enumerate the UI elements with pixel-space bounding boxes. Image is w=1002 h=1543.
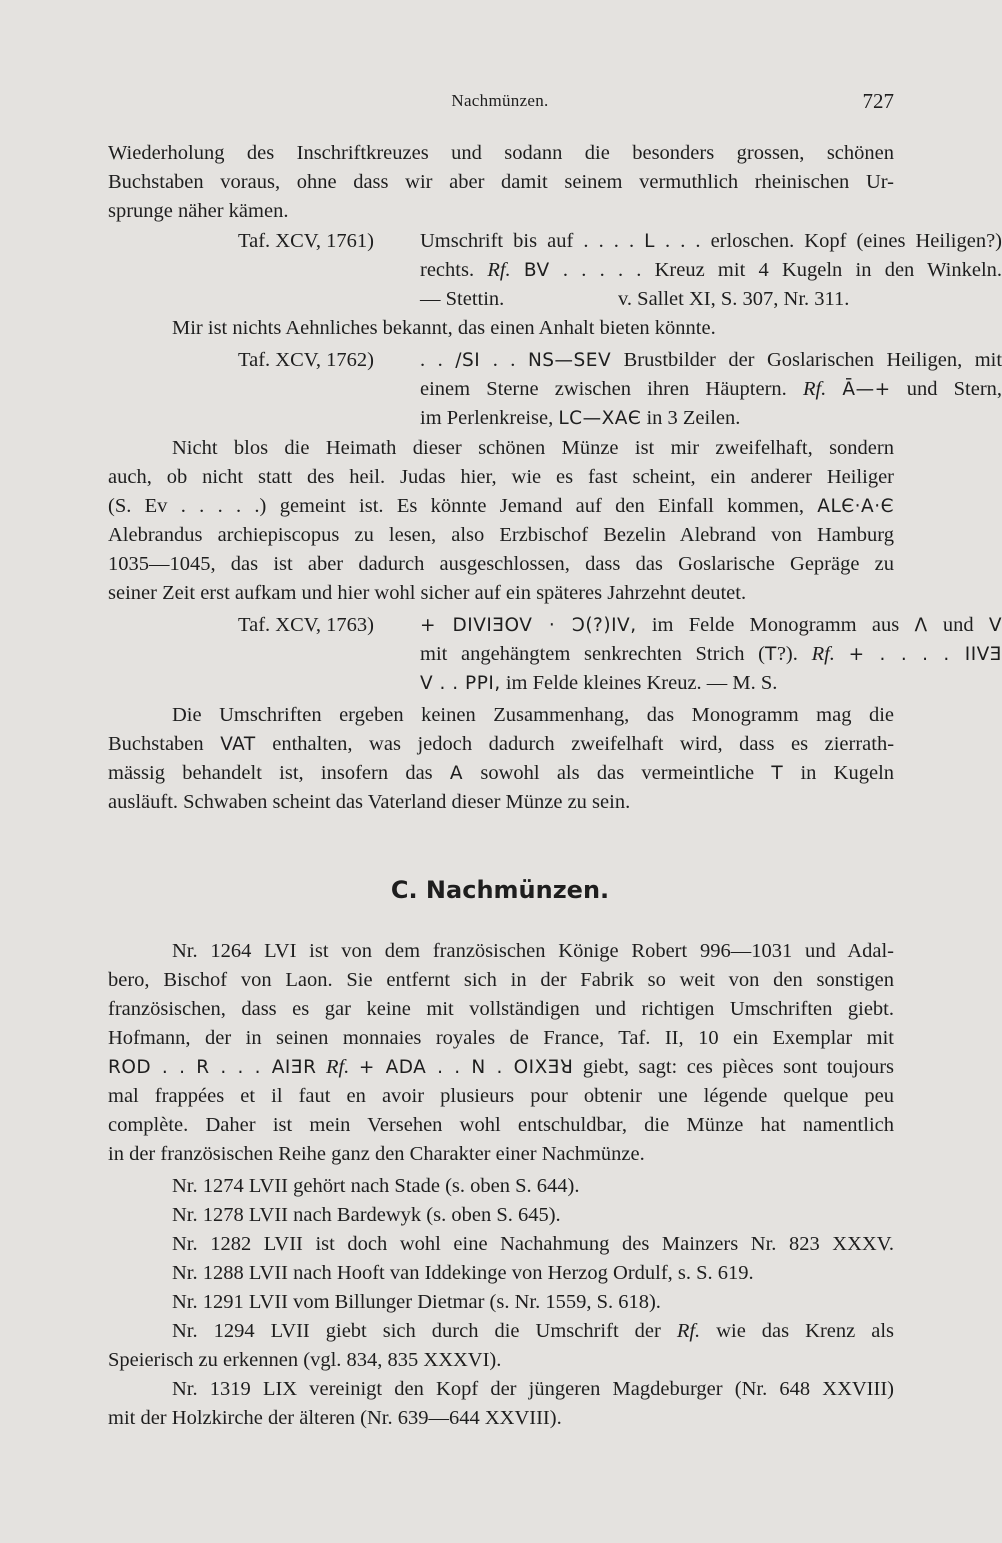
list-item: Nr. 1319 LIX vereinigt den Kopf der jüngeren Magdeburger (Nr. 648 XXVIII) (172, 1378, 894, 1400)
list-item: Nr. 1282 LVII ist doch wohl eine Nachahmung des Mainzers Nr. 823 XXXV. (172, 1233, 894, 1255)
entry-line: rechts. Rf. BV . . . . . Kreuz mit 4 Kugeln in den Winkeln. (420, 259, 1002, 281)
text-line: Nr. 1264 LVI ist von dem französischen Könige Robert 996—1031 und Adal- (172, 940, 894, 962)
reverse-abbr: Rf. (487, 259, 511, 281)
entry-line: mit angehängtem senkrechten Strich (T?). Rf. + . . . . IIVƎ (420, 643, 1002, 665)
inscription: NS—SEV (527, 350, 612, 371)
text-line: Die Umschriften ergeben keinen Zusammenhang, das Monogramm mag die (172, 704, 894, 726)
entry-line: im Perlenkreise, LC—XAЄ in 3 Zeilen. (420, 407, 741, 429)
list-item: Nr. 1274 LVII gehört nach Stade (s. oben S. 644). (172, 1175, 580, 1197)
text-line: ausläuft. Schwaben scheint das Vaterland dieser Münze zu sein. (108, 791, 631, 813)
literature-reference: v. Sallet XI, S. 307, Nr. 311. (618, 288, 850, 310)
text-line: seiner Zeit erst aufkam und hier wohl sicher auf ein späteres Jahrzehnt deutet. (108, 582, 747, 604)
text-line: mal frappées et il faut en avoir plusieurs pour obtenir une légende quelque peu (108, 1085, 894, 1107)
entry-line: V . . PPI, im Felde kleines Kreuz. — M. S. (420, 672, 778, 694)
text-line: bero, Bischof von Laon. Sie entfernt sich in der Fabrik so weit von den sonstigen (108, 969, 894, 991)
text-line: (S. Ev . . . . .) gemeint ist. Es könnte Jemand auf den Einfall kommen, ALЄ·A·Є (108, 495, 895, 517)
list-item: Nr. 1288 LVII nach Hooft van Iddekinge von Herzog Ordulf, s. S. 619. (172, 1262, 754, 1284)
plate-reference: Taf. XCV, 1763) (238, 614, 374, 636)
text-line: Wiederholung des Inschriftkreuzes und sodann die besonders grossen, schönen (108, 142, 894, 164)
text-line: mit der Holzkirche der älteren (Nr. 639—644 XXVIII). (108, 1407, 562, 1429)
text-line: mässig behandelt ist, insofern das A sowohl als das vermeintliche T in Kugeln (108, 762, 895, 784)
page-number: 727 (862, 89, 894, 113)
text-line: ROD . . R . . . AIƎR Rf. + ADA . . N . OIXƎꓤ giebt, sagt: ces pièces sont toujours (108, 1056, 895, 1078)
text-line: Speierisch zu erkennen (vgl. 834, 835 XXXVI). (108, 1349, 502, 1371)
text-line: Buchstaben VAT enthalten, was jedoch dadurch zweifelhaft wird, dass es zierrath- (108, 733, 895, 755)
text-line: Buchstaben voraus, ohne dass wir aber damit seinem vermuthlich rheinischen Ur- (108, 171, 894, 193)
running-header: Nachmünzen. (451, 91, 549, 110)
text-line: auch, ob nicht statt des heil. Judas hier, wie es fast scheint, ein anderer Heiliger (108, 466, 894, 488)
list-item: Nr. 1278 LVII nach Bardewyk (s. oben S. 645). (172, 1204, 561, 1226)
text-line: Nicht blos die Heimath dieser schönen Münze ist mir zweifelhaft, sondern (172, 437, 894, 459)
catalog-entry-1761 (108, 226, 1002, 256)
text-line: Mir ist nichts Aehnliches bekannt, das einen Anhalt bieten könnte. (172, 317, 716, 339)
text-line: Alebrandus archiepiscopus zu lesen, also Erzbischof Bezelin Alebrand von Hamburg (108, 524, 894, 546)
plate-reference: Taf. XCV, 1762) (238, 349, 374, 371)
section-heading: C. Nachmünzen. (390, 876, 610, 904)
entry-line: — Stettin. v. Sallet XI, S. 307, Nr. 311. (108, 284, 894, 314)
entry-line: einem Sterne zwischen ihren Häuptern. Rf. Ā—+ und Stern, (420, 378, 1002, 400)
text-line: sprunge näher kämen. (108, 200, 289, 222)
text-line: 1035—1045, das ist aber dadurch ausgeschlossen, dass das Goslarische Gepräge zu (108, 553, 894, 575)
text-line: in der französischen Reihe ganz den Charakter einer Nachmünze. (108, 1143, 645, 1165)
text-line: complète. Daher ist mein Versehen wohl entschuldbar, die Münze hat namentlich (108, 1114, 894, 1136)
inscription: L (644, 231, 655, 252)
plate-reference: Taf. XCV, 1761) (238, 230, 374, 252)
text-line: französischen, dass es gar keine mit vollständigen und richtigen Umschriften giebt. (108, 998, 894, 1020)
list-item: Nr. 1294 LVII giebt sich durch die Umschrift der Rf. wie das Krenz als (172, 1320, 895, 1342)
catalog-entry-1762: Taf. XCV, 1762) . . /SI . . NS—SEV Brustbilder der Goslarischen Heiligen, mit (108, 345, 894, 375)
catalog-entry-1763: Taf. XCV, 1763) + DIVIƎOV · Ɔ(?)IV, im Felde Monogramm aus Λ und V (108, 610, 894, 640)
list-item: Nr. 1291 LVII vom Billunger Dietmar (s. Nr. 1559, S. 618). (172, 1291, 661, 1313)
entry-line: Umschrift bis auf . . . . L . . . erloschen. Kopf (eines Heiligen?) (420, 230, 1002, 252)
inscription: BV (523, 260, 550, 281)
text-line: Hofmann, der in seinen monnaies royales de France, Taf. II, 10 ein Exemplar mit (108, 1027, 894, 1049)
